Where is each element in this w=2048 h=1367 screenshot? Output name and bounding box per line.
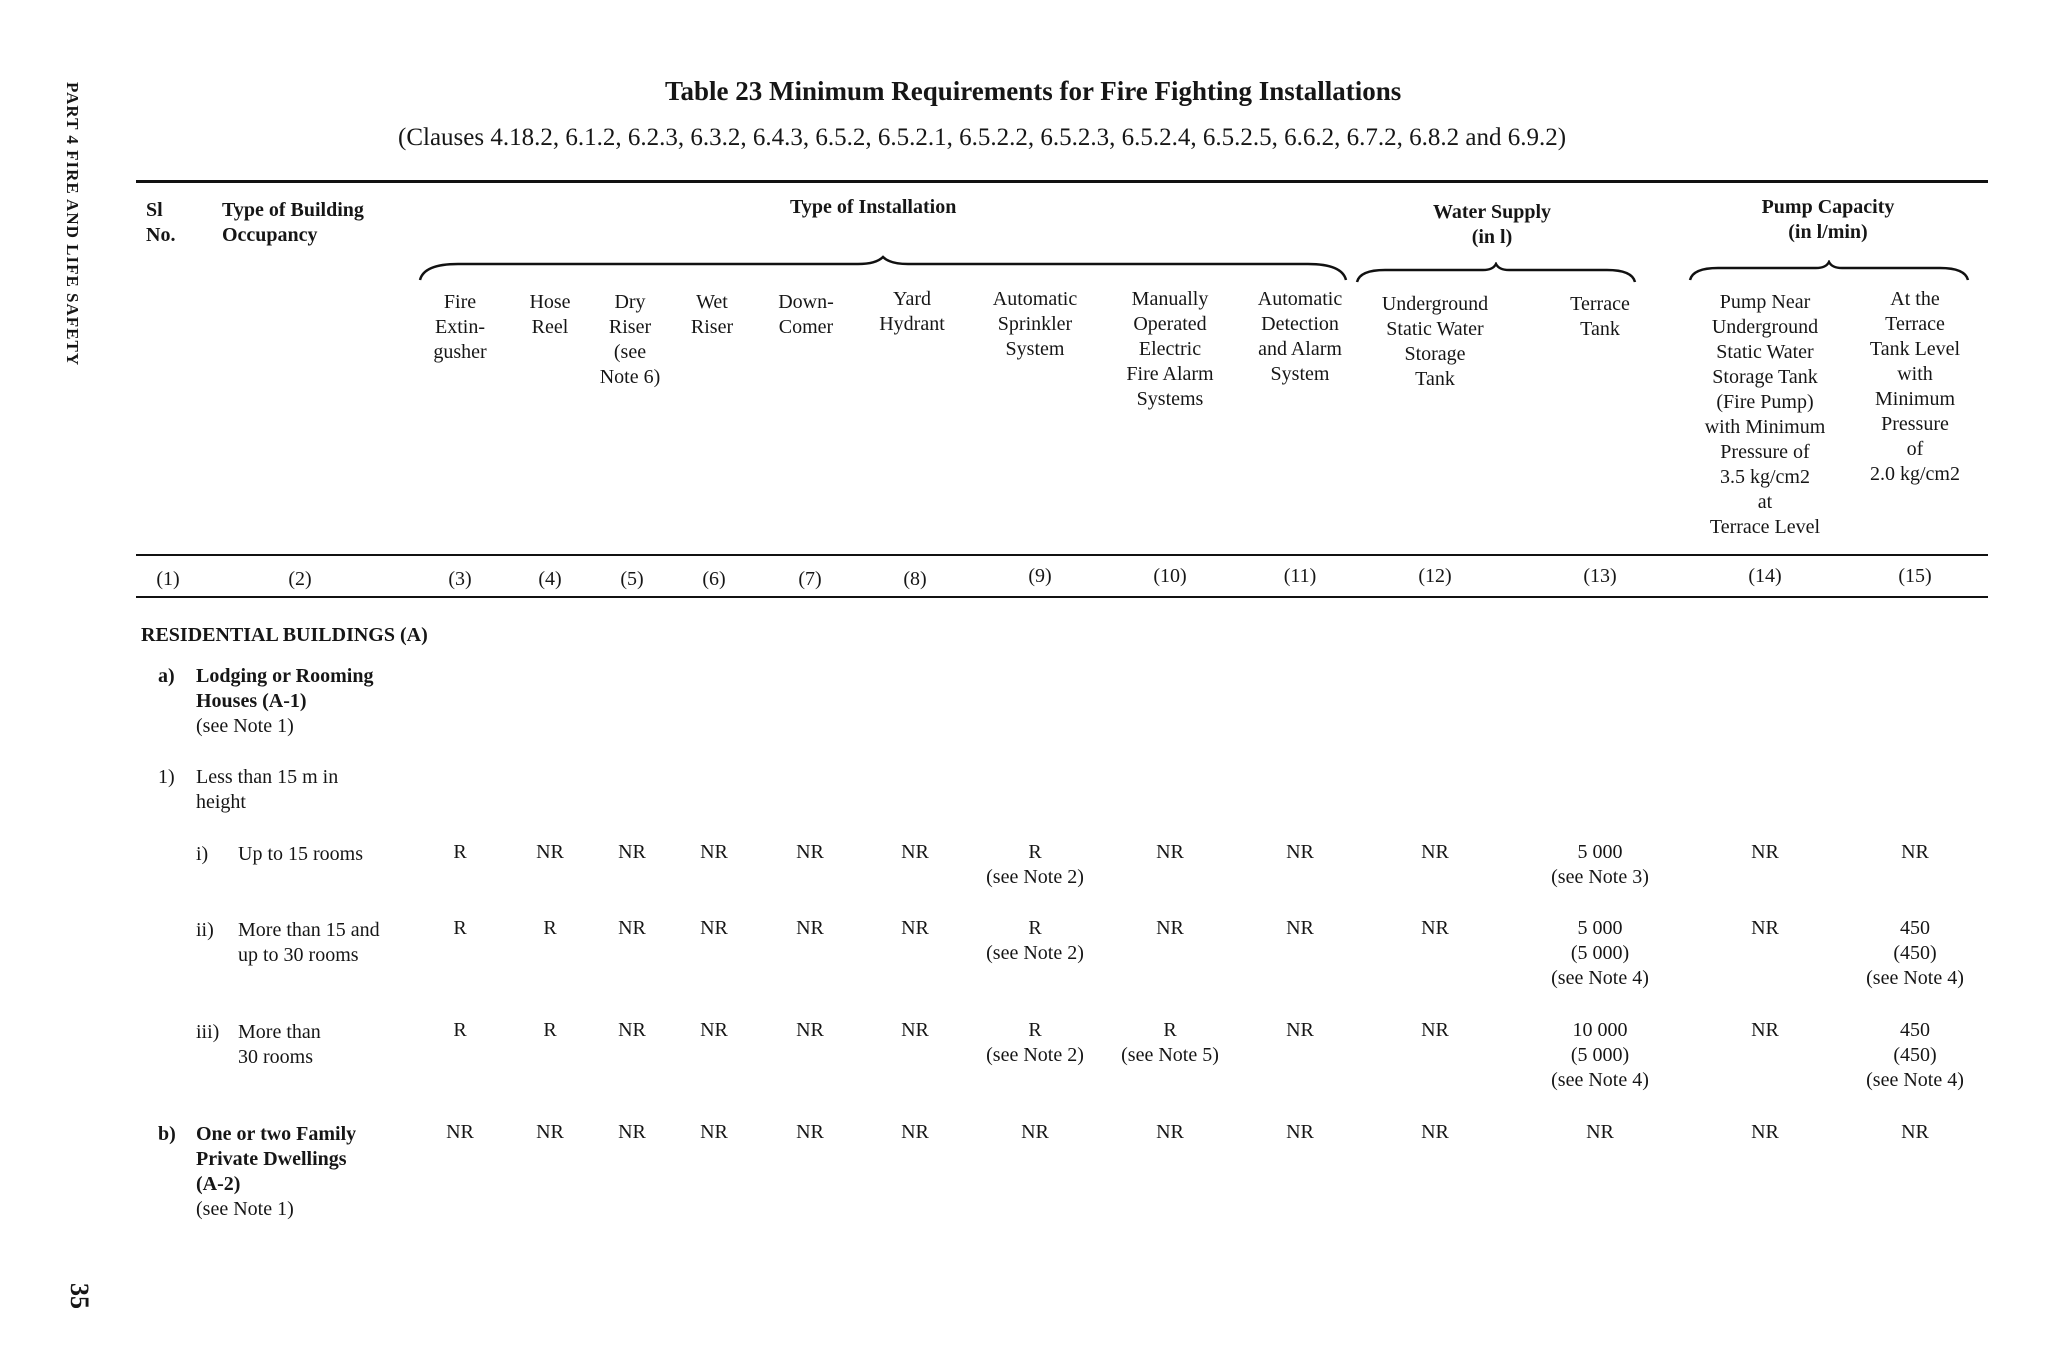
table-cell: NR xyxy=(1421,917,1449,939)
col-number: (15) xyxy=(1898,565,1932,587)
col-down-comer: Down- Comer xyxy=(778,291,834,338)
col-wet-riser: Wet Riser xyxy=(690,291,734,338)
table-cell: NR xyxy=(1286,841,1314,863)
table-cell: NR xyxy=(700,1121,728,1143)
col-number: (8) xyxy=(903,568,927,590)
table-cell: R xyxy=(543,1019,557,1041)
col-automatic-detection: Automatic Detection and Alarm System xyxy=(1257,288,1343,385)
col-number: (4) xyxy=(538,568,562,590)
col-fire-extinguisher: Fire Extin- gusher xyxy=(433,291,487,363)
page-number: 35 xyxy=(65,1283,94,1309)
table-cell: NR xyxy=(1156,841,1184,863)
table-cell: R (see Note 2) xyxy=(986,917,1084,964)
table-cell: NR xyxy=(796,917,824,939)
header-bottom-rule xyxy=(136,596,1988,598)
table-cell: NR xyxy=(536,1121,564,1143)
table-cell: 450 (450) (see Note 4) xyxy=(1866,917,1964,989)
table-cell: R (see Note 2) xyxy=(986,841,1084,888)
table-cell: NR xyxy=(1751,1121,1779,1143)
table-cell: R (see Note 5) xyxy=(1121,1019,1219,1066)
table-cell: NR xyxy=(796,841,824,863)
table-cell: NR xyxy=(901,841,929,863)
col-number: (12) xyxy=(1418,565,1452,587)
col-number: (2) xyxy=(288,568,312,590)
section-title: RESIDENTIAL BUILDINGS (A) xyxy=(141,624,428,646)
table-cell: NR xyxy=(700,917,728,939)
col-pump-underground: Pump Near Underground Static Water Storage Tank (Fire Pump) with Minimum Pressure of 3.5 kg/cm2 at Terrace Level xyxy=(1704,291,1826,538)
table-cell: 10 000 (5 000) (see Note 4) xyxy=(1551,1019,1649,1091)
table-cell: R xyxy=(453,841,467,863)
table-cell: NR xyxy=(700,1019,728,1041)
col-number: (6) xyxy=(702,568,726,590)
col-number: (10) xyxy=(1153,565,1187,587)
group-a-label: Lodging or Rooming Houses (A-1) xyxy=(196,665,374,712)
col-manual-fire-alarm: Manually Operated Electric Fire Alarm Systems xyxy=(1126,288,1214,410)
header-installation: Type of Installation xyxy=(790,196,957,218)
table-cell: NR xyxy=(618,841,646,863)
table-cell: NR xyxy=(1286,917,1314,939)
col-number: (5) xyxy=(620,568,644,590)
table-cell: NR xyxy=(1901,1121,1929,1143)
table-cell: NR xyxy=(901,1121,929,1143)
table-cell: NR xyxy=(901,1019,929,1041)
table-cell: NR xyxy=(1421,1019,1449,1041)
col-pump-terrace: At the Terrace Tank Level with Minimum Pressure of 2.0 kg/cm2 xyxy=(1869,288,1961,485)
col-number: (7) xyxy=(798,568,822,590)
row-label: Up to 15 rooms xyxy=(238,843,363,865)
col-number: (9) xyxy=(1028,565,1052,587)
table-cell: NR xyxy=(618,917,646,939)
table-cell: NR xyxy=(700,841,728,863)
row-marker: iii) xyxy=(196,1021,220,1043)
table-title: Table 23 Minimum Requirements for Fire Fighting Installations xyxy=(665,76,1402,106)
table-cell: NR xyxy=(1421,841,1449,863)
col-number: (3) xyxy=(448,568,472,590)
table-cell: 5 000 (5 000) (see Note 4) xyxy=(1551,917,1649,989)
table-cell: NR xyxy=(901,917,929,939)
col-number: (11) xyxy=(1283,565,1317,587)
pump-capacity-brace xyxy=(1688,260,1970,284)
row-label: More than 15 and up to 30 rooms xyxy=(238,919,380,966)
table-clauses: (Clauses 4.18.2, 6.1.2, 6.2.3, 6.3.2, 6.4.3, 6.5.2, 6.5.2.1, 6.5.2.2, 6.5.2.3, 6.5.2.4, 6.5.2.5, 6.6.2, 6.7.2, 6.8.2 and 6.9.2) xyxy=(398,124,1567,151)
table-cell: 450 (450) (see Note 4) xyxy=(1866,1019,1964,1091)
table-cell: NR xyxy=(1286,1019,1314,1041)
row-label: More than 30 rooms xyxy=(238,1021,321,1068)
table-cell: NR xyxy=(618,1121,646,1143)
table-cell: 5 000 (see Note 3) xyxy=(1551,841,1649,888)
col-number: (13) xyxy=(1583,565,1617,587)
col-number: (14) xyxy=(1748,565,1782,587)
col-underground-tank: Underground Static Water Storage Tank xyxy=(1381,293,1489,390)
group-marker: a) xyxy=(158,665,175,687)
header-sl-no: Sl No. xyxy=(146,199,176,246)
col-dry-riser: Dry Riser (see Note 6) xyxy=(599,291,661,388)
group-marker: b) xyxy=(158,1123,176,1145)
table-cell: NR xyxy=(796,1121,824,1143)
mid-rule xyxy=(136,554,1988,556)
table-cell: NR xyxy=(1751,917,1779,939)
row-marker: i) xyxy=(196,843,209,865)
table-cell: NR xyxy=(796,1019,824,1041)
table-cell: NR xyxy=(1156,1121,1184,1143)
table-cell: NR xyxy=(1421,1121,1449,1143)
group-a-note: (see Note 1) xyxy=(196,715,294,737)
col-terrace-tank: Terrace Tank xyxy=(1570,293,1630,340)
side-part-label: PART 4 FIRE AND LIFE SAFETY xyxy=(63,82,82,367)
table-cell: NR xyxy=(1021,1121,1049,1143)
table-cell: NR xyxy=(536,841,564,863)
table-cell: NR xyxy=(1286,1121,1314,1143)
col-number: (1) xyxy=(156,568,180,590)
table-cell: R xyxy=(543,917,557,939)
group-b-label: One or two Family Private Dwellings (A-2) xyxy=(196,1123,357,1195)
col-yard-hydrant: Yard Hydrant xyxy=(879,288,945,335)
top-rule xyxy=(136,180,1988,183)
row-marker: ii) xyxy=(196,919,214,941)
table-cell: NR xyxy=(446,1121,474,1143)
table-cell: NR xyxy=(1901,841,1929,863)
table-cell: NR xyxy=(1156,917,1184,939)
col-automatic-sprinkler: Automatic Sprinkler System xyxy=(992,288,1078,360)
installation-brace xyxy=(418,254,1348,284)
water-supply-brace xyxy=(1355,262,1637,286)
table-cell: NR xyxy=(1586,1121,1614,1143)
col-hose-reel: Hose Reel xyxy=(529,291,571,338)
table-cell: R xyxy=(453,1019,467,1041)
header-building-type: Type of Building Occupancy xyxy=(222,199,364,246)
table-cell: R (see Note 2) xyxy=(986,1019,1084,1066)
header-water-supply: Water Supply (in l) xyxy=(1433,201,1551,248)
header-pump-capacity: Pump Capacity (in l/min) xyxy=(1761,196,1895,243)
subgroup-marker: 1) xyxy=(158,766,175,788)
table-cell: R xyxy=(453,917,467,939)
table-cell: NR xyxy=(618,1019,646,1041)
group-b-note: (see Note 1) xyxy=(196,1198,294,1220)
table-cell: NR xyxy=(1751,841,1779,863)
subgroup-label: Less than 15 m in height xyxy=(196,766,339,813)
table-cell: NR xyxy=(1751,1019,1779,1041)
